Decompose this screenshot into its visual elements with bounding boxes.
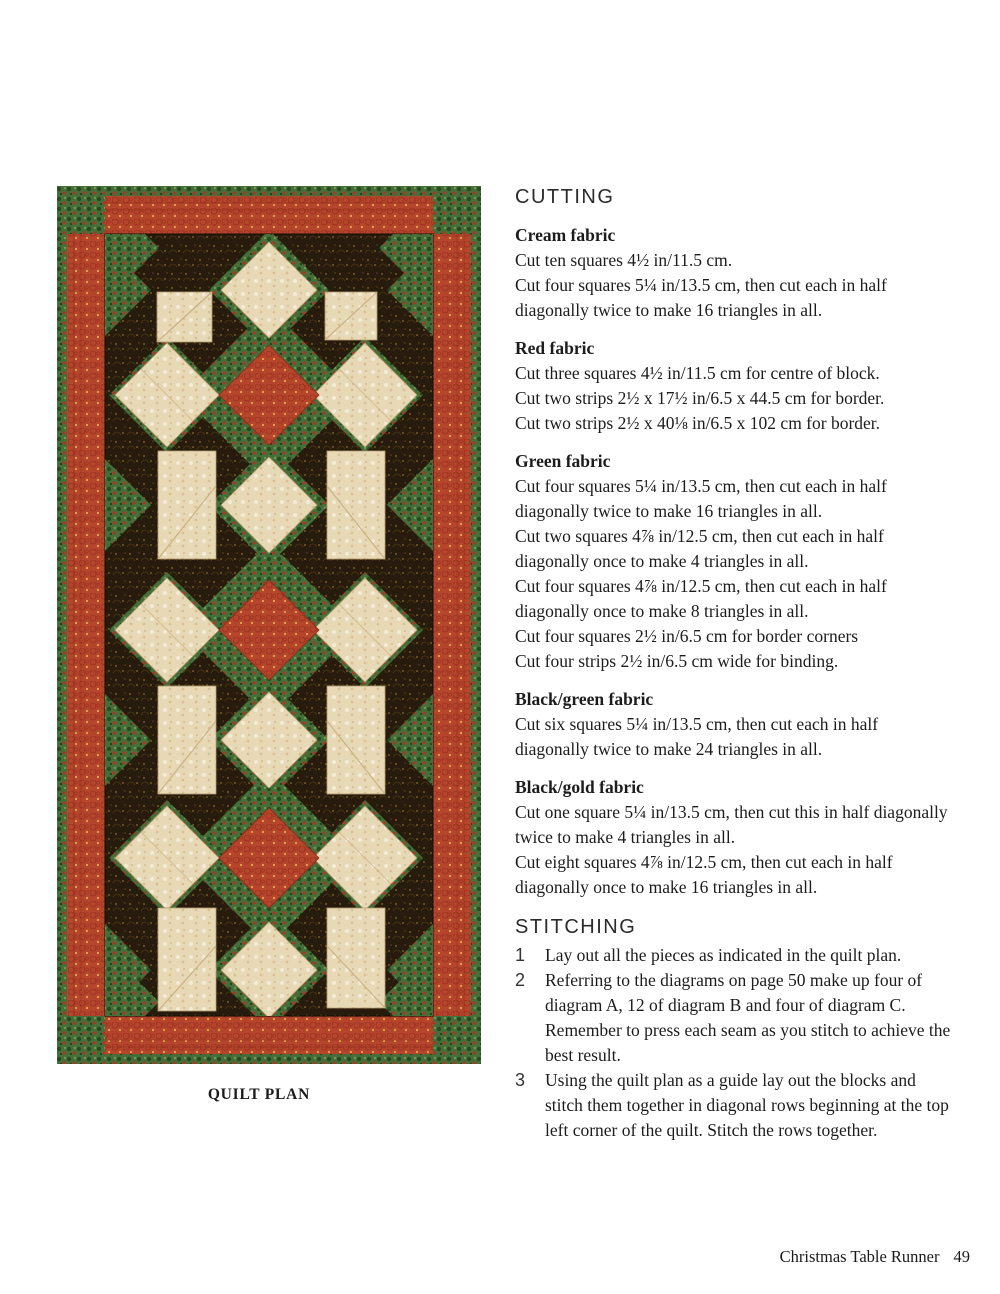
section-black-green-fabric xyxy=(515,687,951,762)
stitching-step-2 xyxy=(515,968,951,1068)
stitching-heading: STITCHING xyxy=(515,916,637,938)
step-number: 2 xyxy=(515,970,526,990)
instruction-line: Cut three squares 4½ in/11.5 cm for centre of block. xyxy=(515,363,880,383)
section-black-gold-fabric xyxy=(515,775,951,900)
cutting-heading: CUTTING xyxy=(515,186,615,208)
section-title: Green fabric xyxy=(515,451,611,471)
step-text: Referring to the diagrams on page 50 make up four of diagram A, 12 of diagram B and four of diagram C. Remember to press each seam as you stitch to achieve the best result. xyxy=(545,970,951,1065)
instruction-line: Cut six squares 5¼ in/13.5 cm, then cut each in half diagonally twice to make 24 triangles in all. xyxy=(515,714,879,759)
instruction-line: Cut four squares 5¼ in/13.5 cm, then cut each in half diagonally twice to make 16 triangles in all. xyxy=(515,275,887,320)
quilt-illustration xyxy=(57,186,481,1064)
page-footer xyxy=(780,1247,970,1267)
section-cream-fabric xyxy=(515,223,951,323)
instruction-line: Cut four squares 2½ in/6.5 cm for border corners xyxy=(515,626,859,646)
instruction-line: Cut ten squares 4½ in/11.5 cm. xyxy=(515,250,733,270)
stitching-step-3 xyxy=(515,1068,951,1143)
stitching-step-1 xyxy=(515,943,951,968)
step-text: Lay out all the pieces as indicated in the quilt plan. xyxy=(545,945,902,965)
step-number: 1 xyxy=(515,945,526,965)
instruction-line: Cut eight squares 4⅞ in/12.5 cm, then cut each in half diagonally once to make 16 triangles in all. xyxy=(515,852,893,897)
instruction-line: Cut one square 5¼ in/13.5 cm, then cut this in half diagonally twice to make 4 triangles in all. xyxy=(515,802,948,847)
section-title: Black/green fabric xyxy=(515,689,654,709)
quilt-plan-photo xyxy=(57,186,481,1064)
footer-chapter-title: Christmas Table Runner xyxy=(779,1247,940,1266)
footer-page-number: 49 xyxy=(953,1247,970,1266)
instruction-line: Cut two strips 2½ x 17½ in/6.5 x 44.5 cm for border. xyxy=(515,388,885,408)
section-title: Cream fabric xyxy=(515,225,616,245)
instruction-line: Cut two strips 2½ x 40⅛ in/6.5 x 102 cm for border. xyxy=(515,413,881,433)
photo-caption: QUILT PLAN xyxy=(207,1086,311,1103)
step-text: Using the quilt plan as a guide lay out the blocks and stitch them together in diagonal rows beginning at the top left corner of the quilt. Stitch the rows together. xyxy=(545,1070,949,1140)
instruction-line: Cut four squares 5¼ in/13.5 cm, then cut each in half diagonally twice to make 16 triangles in all. xyxy=(515,476,887,521)
instructions-column xyxy=(515,184,951,1143)
section-title: Black/gold fabric xyxy=(515,777,644,797)
section-green-fabric xyxy=(515,449,951,674)
instruction-line: Cut four strips 2½ in/6.5 cm wide for binding. xyxy=(515,651,839,671)
section-title: Red fabric xyxy=(515,338,595,358)
section-red-fabric xyxy=(515,336,951,436)
instruction-line: Cut four squares 4⅞ in/12.5 cm, then cut each in half diagonally once to make 8 triangles in all. xyxy=(515,576,887,621)
instruction-line: Cut two squares 4⅞ in/12.5 cm, then cut each in half diagonally once to make 4 triangles in all. xyxy=(515,526,884,571)
step-number: 3 xyxy=(515,1070,526,1090)
